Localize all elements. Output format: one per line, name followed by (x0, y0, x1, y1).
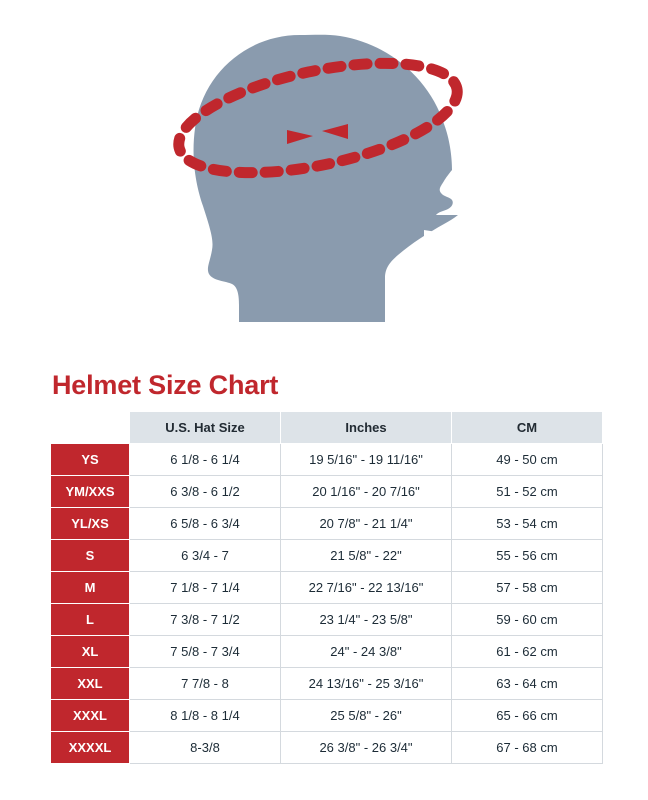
mouth-cut (424, 230, 456, 254)
hat-size-value: 7 1/8 - 7 1/4 (130, 572, 281, 604)
table-row (51, 540, 603, 572)
size-label: YS (51, 444, 130, 476)
cm-value: 67 - 68 cm (452, 732, 603, 764)
header-cm: CM (452, 412, 603, 444)
table-row (51, 508, 603, 540)
cm-value: 59 - 60 cm (452, 604, 603, 636)
inches-value: 25 5/8" - 26" (281, 700, 452, 732)
inches-value: 23 1/4" - 23 5/8" (281, 604, 452, 636)
table-row (51, 572, 603, 604)
inches-value: 20 7/8" - 21 1/4" (281, 508, 452, 540)
cm-value: 63 - 64 cm (452, 668, 603, 700)
hat-size-value: 6 5/8 - 6 3/4 (130, 508, 281, 540)
hat-size-value: 8 1/8 - 8 1/4 (130, 700, 281, 732)
inches-value: 20 1/16" - 20 7/16" (281, 476, 452, 508)
cm-value: 49 - 50 cm (452, 444, 603, 476)
size-label: XXL (51, 668, 130, 700)
inches-value: 24 13/16" - 25 3/16" (281, 668, 452, 700)
hat-size-value: 6 3/8 - 6 1/2 (130, 476, 281, 508)
inches-value: 19 5/16" - 19 11/16" (281, 444, 452, 476)
hat-size-value: 7 3/8 - 7 1/2 (130, 604, 281, 636)
cm-value: 55 - 56 cm (452, 540, 603, 572)
size-label: XXXL (51, 700, 130, 732)
hat-size-value: 8-3/8 (130, 732, 281, 764)
size-table-container (50, 411, 598, 764)
cm-value: 51 - 52 cm (452, 476, 603, 508)
table-row (51, 444, 603, 476)
head-illustration (0, 0, 648, 370)
size-label: L (51, 604, 130, 636)
table-row (51, 604, 603, 636)
table-body (51, 444, 603, 764)
size-label: YL/XS (51, 508, 130, 540)
hat-size-value: 7 7/8 - 8 (130, 668, 281, 700)
inches-value: 26 3/8" - 26 3/4" (281, 732, 452, 764)
size-label: YM/XXS (51, 476, 130, 508)
helmet-size-table (50, 411, 603, 764)
size-label: M (51, 572, 130, 604)
header-inches: Inches (281, 412, 452, 444)
head-profile-icon (0, 0, 648, 370)
chin-cut (405, 266, 450, 294)
table-header (51, 412, 603, 444)
size-label: XL (51, 636, 130, 668)
header-blank (51, 412, 130, 444)
inches-value: 22 7/16" - 22 13/16" (281, 572, 452, 604)
inches-value: 24" - 24 3/8" (281, 636, 452, 668)
table-row (51, 732, 603, 764)
cm-value: 61 - 62 cm (452, 636, 603, 668)
header-us-hat-size: U.S. Hat Size (130, 412, 281, 444)
table-header-row (51, 412, 603, 444)
table-row (51, 476, 603, 508)
cm-value: 65 - 66 cm (452, 700, 603, 732)
page-title: Helmet Size Chart (52, 370, 279, 400)
table-row (51, 700, 603, 732)
hat-size-value: 7 5/8 - 7 3/4 (130, 636, 281, 668)
hat-size-value: 6 3/4 - 7 (130, 540, 281, 572)
cm-value: 53 - 54 cm (452, 508, 603, 540)
inches-value: 21 5/8" - 22" (281, 540, 452, 572)
size-label: S (51, 540, 130, 572)
hat-size-value: 6 1/8 - 6 1/4 (130, 444, 281, 476)
size-label: XXXXL (51, 732, 130, 764)
table-row (51, 636, 603, 668)
cm-value: 57 - 58 cm (452, 572, 603, 604)
table-row (51, 668, 603, 700)
